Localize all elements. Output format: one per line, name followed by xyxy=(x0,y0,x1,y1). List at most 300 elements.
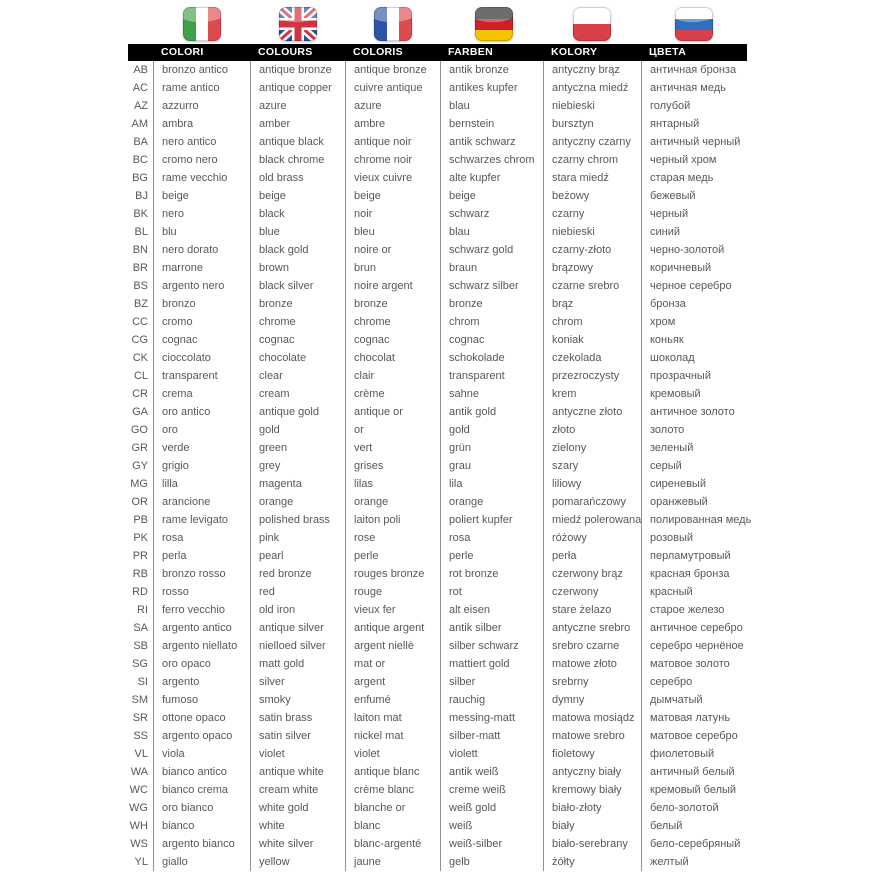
color-code: BS xyxy=(133,280,148,292)
color-code: WG xyxy=(129,802,148,814)
table-row xyxy=(128,151,757,169)
color-name-it: argento opaco xyxy=(153,727,250,745)
table-row xyxy=(128,205,757,223)
color-code: GR xyxy=(131,442,148,454)
color-name-pl: antyczny brąz xyxy=(543,61,641,79)
color-code: SR xyxy=(132,712,148,724)
color-name-ru: античная бронза xyxy=(641,61,757,79)
color-name-pl: perła xyxy=(543,547,641,565)
color-name-pl: biało-złoty xyxy=(543,799,641,817)
color-name-de: silber xyxy=(440,673,543,691)
color-name-fr: beige xyxy=(345,187,440,205)
color-name-ru: кремовый белый xyxy=(641,781,757,799)
color-name-de: schwarz xyxy=(440,205,543,223)
color-name-pl: brązowy xyxy=(543,259,641,277)
color-name-ru: черное серебро xyxy=(641,277,757,295)
color-name-it: arancione xyxy=(153,493,250,511)
color-name-de: violett xyxy=(440,745,543,763)
color-name-ru: белый xyxy=(641,817,757,835)
color-name-fr: blanc-argenté xyxy=(345,835,440,853)
color-name-it: marrone xyxy=(153,259,250,277)
color-name-en: old iron xyxy=(250,601,345,619)
color-code: WC xyxy=(129,784,148,796)
italy-flag-icon xyxy=(183,7,221,41)
color-name-it: argento xyxy=(153,673,250,691)
color-name-de: antik silber xyxy=(440,619,543,637)
table-row xyxy=(128,619,757,637)
color-name-ru: кремовый xyxy=(641,385,757,403)
color-code: GY xyxy=(132,460,148,472)
color-name-en: beige xyxy=(250,187,345,205)
color-name-pl: stara miedź xyxy=(543,169,641,187)
color-name-pl: szary xyxy=(543,457,641,475)
color-name-it: blu xyxy=(153,223,250,241)
color-name-pl: srebro czarne xyxy=(543,637,641,655)
color-name-it: fumoso xyxy=(153,691,250,709)
color-code: BN xyxy=(132,244,148,256)
table-row xyxy=(128,673,757,691)
color-name-pl: koniak xyxy=(543,331,641,349)
table-row xyxy=(128,709,757,727)
color-name-pl: złoto xyxy=(543,421,641,439)
color-code: OR xyxy=(131,496,148,508)
color-name-fr: argent niellè xyxy=(345,637,440,655)
color-name-ru: перламутровый xyxy=(641,547,757,565)
color-name-fr: rouge xyxy=(345,583,440,601)
color-code: AM xyxy=(131,118,148,130)
table-row xyxy=(128,439,757,457)
color-name-en: old brass xyxy=(250,169,345,187)
color-name-pl: niebieski xyxy=(543,97,641,115)
color-name-it: viola xyxy=(153,745,250,763)
color-name-fr: rose xyxy=(345,529,440,547)
color-name-ru: золото xyxy=(641,421,757,439)
column-header-colori: COLORI xyxy=(161,46,204,58)
table-row xyxy=(128,241,757,259)
color-code: PR xyxy=(132,550,148,562)
color-name-de: poliert kupfer xyxy=(440,511,543,529)
color-name-it: rame levigato xyxy=(153,511,250,529)
color-name-pl: czerwony brąz xyxy=(543,565,641,583)
color-name-de: sahne xyxy=(440,385,543,403)
color-name-pl: bursztyn xyxy=(543,115,641,133)
color-name-en: pink xyxy=(250,529,345,547)
color-name-ru: матовая латунь xyxy=(641,709,757,727)
color-name-it: bianco crema xyxy=(153,781,250,799)
color-name-fr: enfumé xyxy=(345,691,440,709)
color-name-pl: czarny xyxy=(543,205,641,223)
table-row xyxy=(128,565,757,583)
france-flag-icon xyxy=(374,7,412,41)
color-name-it: transparent xyxy=(153,367,250,385)
table-row xyxy=(128,187,757,205)
color-name-en: red xyxy=(250,583,345,601)
color-name-it: oro opaco xyxy=(153,655,250,673)
color-name-fr: antique argent xyxy=(345,619,440,637)
table-row xyxy=(128,457,757,475)
color-name-fr: antique noir xyxy=(345,133,440,151)
color-name-fr: argent xyxy=(345,673,440,691)
color-name-it: bronzo rosso xyxy=(153,565,250,583)
color-name-ru: фиолетовый xyxy=(641,745,757,763)
color-code: BC xyxy=(132,154,148,166)
column-header-cveta: ЦВЕТА xyxy=(649,46,687,58)
color-name-ru: античное серебро xyxy=(641,619,757,637)
color-name-de: messing-matt xyxy=(440,709,543,727)
color-name-pl: antyczny biały xyxy=(543,763,641,781)
table-row xyxy=(128,853,757,871)
color-name-en: antique white xyxy=(250,763,345,781)
color-name-pl: czarny chrom xyxy=(543,151,641,169)
color-name-fr: lilas xyxy=(345,475,440,493)
table-row xyxy=(128,511,757,529)
color-name-fr: violet xyxy=(345,745,440,763)
color-name-en: polished brass xyxy=(250,511,345,529)
color-code: PB xyxy=(133,514,148,526)
color-name-fr: blanc xyxy=(345,817,440,835)
color-name-fr: vieux cuivre xyxy=(345,169,440,187)
color-name-fr: perle xyxy=(345,547,440,565)
color-name-de: weiß-silber xyxy=(440,835,543,853)
color-name-pl: przezroczysty xyxy=(543,367,641,385)
color-name-ru: серебро xyxy=(641,673,757,691)
color-name-en: cognac xyxy=(250,331,345,349)
color-name-it: bronzo antico xyxy=(153,61,250,79)
color-code: BK xyxy=(133,208,148,220)
color-name-it: argento bianco xyxy=(153,835,250,853)
color-name-de: braun xyxy=(440,259,543,277)
color-name-de: schwarz silber xyxy=(440,277,543,295)
color-name-pl: matowe srebro xyxy=(543,727,641,745)
color-code: BZ xyxy=(133,298,148,310)
color-name-it: oro antico xyxy=(153,403,250,421)
color-name-pl: czekolada xyxy=(543,349,641,367)
color-name-de: alt eisen xyxy=(440,601,543,619)
color-name-fr: cuivre antique xyxy=(345,79,440,97)
table-row xyxy=(128,547,757,565)
color-name-it: argento niellato xyxy=(153,637,250,655)
color-name-fr: azure xyxy=(345,97,440,115)
color-code: PK xyxy=(133,532,148,544)
color-name-ru: античный черный xyxy=(641,133,757,151)
color-name-fr: noire argent xyxy=(345,277,440,295)
color-name-en: antique gold xyxy=(250,403,345,421)
color-name-it: nero antico xyxy=(153,133,250,151)
color-name-de: antikes kupfer xyxy=(440,79,543,97)
color-code: SB xyxy=(133,640,148,652)
color-name-en: smoky xyxy=(250,691,345,709)
color-name-de: silber schwarz xyxy=(440,637,543,655)
color-name-it: lilla xyxy=(153,475,250,493)
table-row xyxy=(128,799,757,817)
table-row xyxy=(128,61,757,79)
color-name-fr: antique blanc xyxy=(345,763,440,781)
table-row xyxy=(128,133,757,151)
color-name-en: clear xyxy=(250,367,345,385)
column-header-colours: COLOURS xyxy=(258,46,313,58)
color-name-en: red bronze xyxy=(250,565,345,583)
color-code: WH xyxy=(129,820,148,832)
color-name-ru: голубой xyxy=(641,97,757,115)
color-name-ru: шоколад xyxy=(641,349,757,367)
color-name-de: lila xyxy=(440,475,543,493)
color-code: SM xyxy=(131,694,148,706)
color-code: RD xyxy=(132,586,148,598)
color-code: CK xyxy=(132,352,148,364)
color-name-de: antik weiß xyxy=(440,763,543,781)
color-name-en: pearl xyxy=(250,547,345,565)
color-name-en: amber xyxy=(250,115,345,133)
color-name-it: ambra xyxy=(153,115,250,133)
color-name-de: blau xyxy=(440,223,543,241)
color-name-it: ottone opaco xyxy=(153,709,250,727)
color-name-pl: różowy xyxy=(543,529,641,547)
color-name-ru: античный белый xyxy=(641,763,757,781)
column-header-coloris: COLORIS xyxy=(353,46,403,58)
color-name-fr: cognac xyxy=(345,331,440,349)
color-name-fr: jaune xyxy=(345,853,440,871)
color-name-ru: старое железо xyxy=(641,601,757,619)
color-name-en: white xyxy=(250,817,345,835)
color-name-ru: черный хром xyxy=(641,151,757,169)
poland-flag-icon xyxy=(573,7,611,41)
color-name-en: brown xyxy=(250,259,345,277)
color-name-pl: pomarańczowy xyxy=(543,493,641,511)
color-code: MG xyxy=(130,478,148,490)
color-name-de: rot bronze xyxy=(440,565,543,583)
color-name-ru: янтарный xyxy=(641,115,757,133)
color-name-en: cream xyxy=(250,385,345,403)
color-name-pl: czarne srebro xyxy=(543,277,641,295)
table-row xyxy=(128,745,757,763)
color-name-fr: crème blanc xyxy=(345,781,440,799)
color-name-en: antique bronze xyxy=(250,61,345,79)
color-name-de: gelb xyxy=(440,853,543,871)
color-name-en: antique black xyxy=(250,133,345,151)
russia-flag-icon xyxy=(675,7,713,41)
color-name-fr: grises xyxy=(345,457,440,475)
color-name-en: blue xyxy=(250,223,345,241)
table-row xyxy=(128,331,757,349)
color-name-en: chrome xyxy=(250,313,345,331)
color-name-de: transparent xyxy=(440,367,543,385)
color-name-de: bernstein xyxy=(440,115,543,133)
color-name-en: green xyxy=(250,439,345,457)
color-name-it: bronzo xyxy=(153,295,250,313)
flags-row xyxy=(0,0,875,44)
color-name-it: ferro vecchio xyxy=(153,601,250,619)
color-name-en: cream white xyxy=(250,781,345,799)
color-name-fr: ambre xyxy=(345,115,440,133)
table-row xyxy=(128,655,757,673)
color-code: YL xyxy=(134,856,148,868)
table-row xyxy=(128,601,757,619)
color-code: AZ xyxy=(133,100,148,112)
color-name-de: mattiert gold xyxy=(440,655,543,673)
table-row xyxy=(128,637,757,655)
color-name-ru: бело-серебряный xyxy=(641,835,757,853)
color-name-en: black silver xyxy=(250,277,345,295)
color-name-pl: czerwony xyxy=(543,583,641,601)
color-name-pl: antyczne srebro xyxy=(543,619,641,637)
color-code: SI xyxy=(137,676,148,688)
color-name-de: beige xyxy=(440,187,543,205)
color-name-ru: красный xyxy=(641,583,757,601)
color-name-en: black gold xyxy=(250,241,345,259)
table-row xyxy=(128,295,757,313)
color-name-fr: antique bronze xyxy=(345,61,440,79)
color-name-de: orange xyxy=(440,493,543,511)
table-row xyxy=(128,691,757,709)
color-name-en: chocolate xyxy=(250,349,345,367)
color-name-fr: mat or xyxy=(345,655,440,673)
color-code: CL xyxy=(133,370,148,382)
color-name-fr: nickel mat xyxy=(345,727,440,745)
color-name-it: crema xyxy=(153,385,250,403)
color-name-ru: дымчатый xyxy=(641,691,757,709)
color-name-de: weiß gold xyxy=(440,799,543,817)
color-name-ru: сиреневый xyxy=(641,475,757,493)
color-name-ru: античное золото xyxy=(641,403,757,421)
color-code: WA xyxy=(130,766,148,778)
color-code: BL xyxy=(134,226,148,238)
color-name-fr: blanche or xyxy=(345,799,440,817)
color-name-de: rosa xyxy=(440,529,543,547)
color-name-it: rame antico xyxy=(153,79,250,97)
color-name-en: bronze xyxy=(250,295,345,313)
color-name-de: silber-matt xyxy=(440,727,543,745)
color-name-pl: fioletowy xyxy=(543,745,641,763)
color-name-pl: niebieski xyxy=(543,223,641,241)
color-name-en: magenta xyxy=(250,475,345,493)
color-name-it: nero dorato xyxy=(153,241,250,259)
table-row xyxy=(128,349,757,367)
color-code: WS xyxy=(130,838,148,850)
table-row xyxy=(128,97,757,115)
color-name-de: grau xyxy=(440,457,543,475)
color-name-ru: матовое золото xyxy=(641,655,757,673)
color-name-de: creme weiß xyxy=(440,781,543,799)
color-name-it: cioccolato xyxy=(153,349,250,367)
color-code: AB xyxy=(133,64,148,76)
color-name-pl: antyczna miedź xyxy=(543,79,641,97)
color-name-ru: серебро чернёное xyxy=(641,637,757,655)
color-name-it: azzurro xyxy=(153,97,250,115)
table-row xyxy=(128,259,757,277)
color-name-ru: черный xyxy=(641,205,757,223)
color-name-fr: chrome noir xyxy=(345,151,440,169)
color-code: GO xyxy=(130,424,148,436)
color-name-pl: miedź polerowana xyxy=(543,511,641,529)
color-name-pl: antyczny czarny xyxy=(543,133,641,151)
table-row xyxy=(128,169,757,187)
color-name-de: rot xyxy=(440,583,543,601)
color-code: SG xyxy=(132,658,148,670)
color-name-it: grigio xyxy=(153,457,250,475)
color-name-it: giallo xyxy=(153,853,250,871)
color-name-it: perla xyxy=(153,547,250,565)
color-name-pl: liliowy xyxy=(543,475,641,493)
color-name-ru: хром xyxy=(641,313,757,331)
color-name-en: matt gold xyxy=(250,655,345,673)
color-name-fr: vert xyxy=(345,439,440,457)
color-name-fr: chrome xyxy=(345,313,440,331)
color-name-pl: dymny xyxy=(543,691,641,709)
color-name-de: alte kupfer xyxy=(440,169,543,187)
table-header xyxy=(128,44,747,61)
color-name-en: azure xyxy=(250,97,345,115)
color-name-ru: черно-золотой xyxy=(641,241,757,259)
color-name-it: nero xyxy=(153,205,250,223)
color-name-fr: orange xyxy=(345,493,440,511)
color-name-ru: полированная медь xyxy=(641,511,757,529)
color-name-pl: krem xyxy=(543,385,641,403)
germany-flag-icon xyxy=(475,7,513,41)
color-name-en: yellow xyxy=(250,853,345,871)
table-row xyxy=(128,493,757,511)
color-name-fr: crème xyxy=(345,385,440,403)
color-name-en: black chrome xyxy=(250,151,345,169)
color-code: CG xyxy=(131,334,148,346)
color-name-ru: прозрачный xyxy=(641,367,757,385)
table-row xyxy=(128,79,757,97)
table-row xyxy=(128,529,757,547)
color-name-it: bianco xyxy=(153,817,250,835)
color-name-en: satin silver xyxy=(250,727,345,745)
color-name-fr: chocolat xyxy=(345,349,440,367)
color-name-it: bianco antico xyxy=(153,763,250,781)
color-code: BR xyxy=(132,262,148,274)
color-name-pl: kremowy biały xyxy=(543,781,641,799)
color-name-de: chrom xyxy=(440,313,543,331)
column-header-kolory: KOLORY xyxy=(551,46,598,58)
color-name-fr: bleu xyxy=(345,223,440,241)
color-name-en: white gold xyxy=(250,799,345,817)
color-name-ru: матовое серебро xyxy=(641,727,757,745)
color-name-en: grey xyxy=(250,457,345,475)
color-name-fr: noire or xyxy=(345,241,440,259)
color-code: GA xyxy=(132,406,148,418)
color-name-fr: bronze xyxy=(345,295,440,313)
column-header-farben: FARBEN xyxy=(448,46,493,58)
color-name-ru: желтый xyxy=(641,853,757,871)
color-name-fr: laiton mat xyxy=(345,709,440,727)
color-name-fr: noir xyxy=(345,205,440,223)
color-name-it: cromo xyxy=(153,313,250,331)
color-name-it: argento antico xyxy=(153,619,250,637)
color-name-de: bronze xyxy=(440,295,543,313)
table-row xyxy=(128,385,757,403)
color-name-en: violet xyxy=(250,745,345,763)
table-row xyxy=(128,817,757,835)
color-name-ru: коньяк xyxy=(641,331,757,349)
table-row xyxy=(128,763,757,781)
color-name-ru: античная медь xyxy=(641,79,757,97)
color-name-pl: matowe złoto xyxy=(543,655,641,673)
table-row xyxy=(128,421,757,439)
color-name-it: oro bianco xyxy=(153,799,250,817)
color-name-de: rauchig xyxy=(440,691,543,709)
color-name-it: rame vecchio xyxy=(153,169,250,187)
color-name-pl: brąz xyxy=(543,295,641,313)
table-row xyxy=(128,313,757,331)
color-name-en: antique silver xyxy=(250,619,345,637)
color-code: SS xyxy=(133,730,148,742)
color-name-fr: rouges bronze xyxy=(345,565,440,583)
color-name-pl: beżowy xyxy=(543,187,641,205)
color-name-de: schwarzes chrom xyxy=(440,151,543,169)
color-name-de: antik schwarz xyxy=(440,133,543,151)
